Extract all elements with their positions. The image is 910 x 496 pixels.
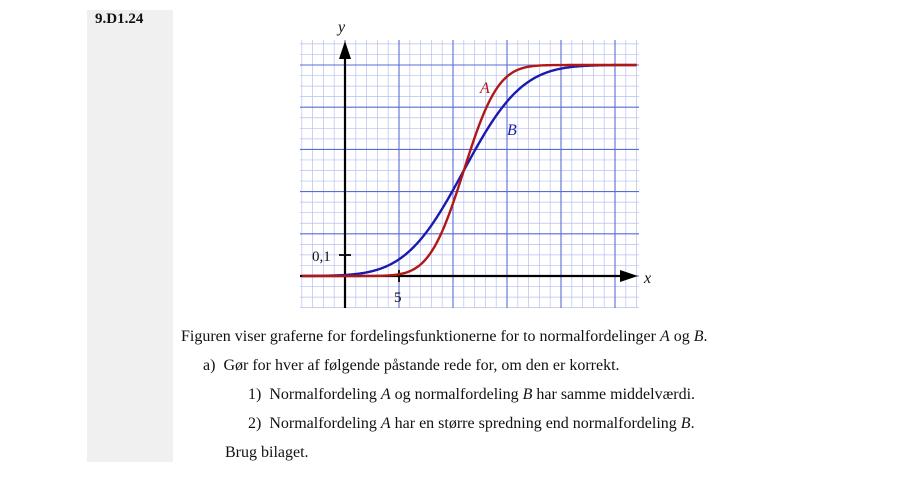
sub1-text-end: har samme middelværdi. xyxy=(532,386,696,403)
sub-item-2 xyxy=(248,414,695,434)
major-grid xyxy=(300,40,639,308)
intro-var-b: B xyxy=(693,328,704,345)
intro-text-mid: og xyxy=(669,328,694,345)
sub-item-1 xyxy=(248,385,695,405)
y-tick-label: 0,1 xyxy=(312,249,331,265)
sub2-var-b: B xyxy=(680,415,691,432)
y-axis-label: y xyxy=(338,19,346,36)
sub2-var-a: A xyxy=(380,415,391,432)
task-id: 9.D1.24 xyxy=(95,11,144,27)
sub2-label: 2) xyxy=(248,415,262,432)
x-axis-arrow xyxy=(620,270,638,282)
footer-text: Brug bilaget. xyxy=(225,444,309,461)
sub1-text-mid: og normalfordeling xyxy=(390,386,523,403)
sub1-label: 1) xyxy=(248,386,262,403)
sub1-var-b: B xyxy=(522,386,533,403)
item-a-text: Gør for hver af følgende påstande rede for, om den er korrekt. xyxy=(223,357,620,374)
side-panel xyxy=(87,10,173,462)
cdf-figure xyxy=(296,10,666,310)
intro-text-end: . xyxy=(703,328,708,345)
sub1-text: Normalfordeling xyxy=(269,386,381,403)
curve-b-label: B xyxy=(507,122,517,139)
footer-line xyxy=(225,443,309,463)
minor-grid xyxy=(300,40,639,308)
sub2-text: Normalfordeling xyxy=(269,415,381,432)
sub2-text-mid: har en større spredning end normalfordeling xyxy=(390,415,681,432)
intro-var-a: A xyxy=(659,328,670,345)
curve-a-label: A xyxy=(480,80,490,97)
sub2-text-end: . xyxy=(690,415,695,432)
item-a-label: a) xyxy=(203,357,216,374)
intro-text: Figuren viser graferne for fordelingsfunktionerne for to normalfordelinger xyxy=(181,328,660,345)
sub1-var-a: A xyxy=(380,386,391,403)
intro-line xyxy=(181,327,708,347)
item-a-line xyxy=(203,356,620,376)
x-tick-label: 5 xyxy=(394,290,402,306)
x-axis-label: x xyxy=(644,270,652,287)
cdf-chart xyxy=(296,10,666,310)
